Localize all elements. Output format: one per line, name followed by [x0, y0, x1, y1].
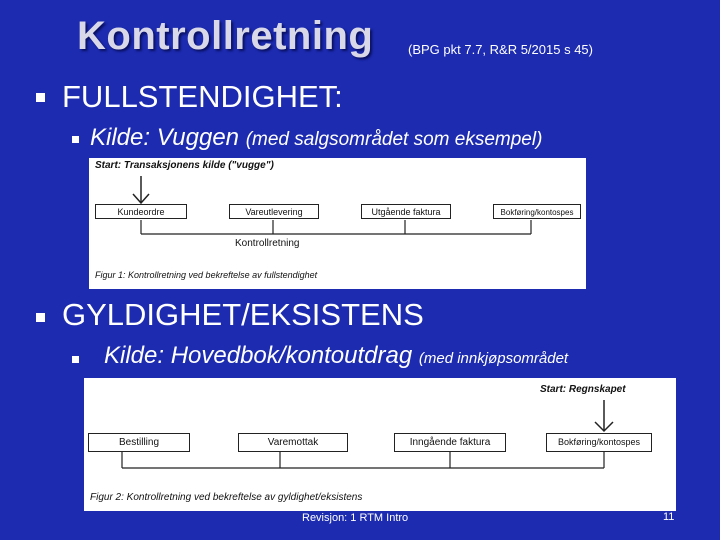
- figure1-box-4: Bokføring/kontospes: [493, 204, 581, 219]
- bullet-square-icon: [36, 313, 45, 322]
- bullet-square-icon: [72, 136, 79, 143]
- bullet-square-icon: [36, 93, 45, 102]
- section2-sub-bold: Kilde: Hovedbok/kontoutdrag: [104, 342, 413, 369]
- section2-subitem: [104, 342, 568, 370]
- section2-sub-rest: (med innkjøpsområdet: [418, 350, 569, 367]
- section1-heading: FULLSTENDIGHET:: [62, 79, 343, 114]
- section2-heading: GYLDIGHET/EKSISTENS: [62, 297, 424, 332]
- title-reference: (BPG pkt 7.7, R&R 5/2015 s 45): [408, 42, 593, 57]
- figure2-panel: [84, 378, 676, 511]
- figure2-box-1: Bestilling: [88, 433, 190, 452]
- figure2-box-3: Inngående faktura: [394, 433, 506, 452]
- section1-sub-bold: Kilde: Vuggen: [90, 124, 240, 151]
- figure1-panel: [89, 158, 586, 289]
- figure1-caption: Figur 1: Kontrollretning ved bekreftelse av fullstendighet: [95, 270, 318, 280]
- figure1-box-3: Utgående faktura: [361, 204, 451, 219]
- figure2-box-2: Varemottak: [238, 433, 348, 452]
- bullet-square-icon: [72, 356, 79, 363]
- figure1-direction-label: Kontrollretning: [235, 238, 300, 249]
- figure1-box-2: Vareutlevering: [229, 204, 319, 219]
- section1-subitem: [90, 124, 542, 152]
- figure2-start-label: Start: Regnskapet: [540, 384, 626, 395]
- figure2-caption: Figur 2: Kontrollretning ved bekreftelse av gyldighet/eksistens: [90, 492, 363, 503]
- section1-sub-rest: (med salgsområdet som eksempel): [245, 129, 543, 150]
- figure2-box-4: Bokføring/kontospes: [546, 433, 652, 452]
- slide-title: Kontrollretning: [77, 14, 374, 58]
- page-number: 11: [663, 511, 675, 523]
- footer-text: Revisjon: 1 RTM Intro: [302, 512, 409, 524]
- figure1-box-1: Kundeordre: [95, 204, 187, 219]
- figure1-start-label: Start: Transaksjonens kilde ("vugge"): [95, 160, 274, 171]
